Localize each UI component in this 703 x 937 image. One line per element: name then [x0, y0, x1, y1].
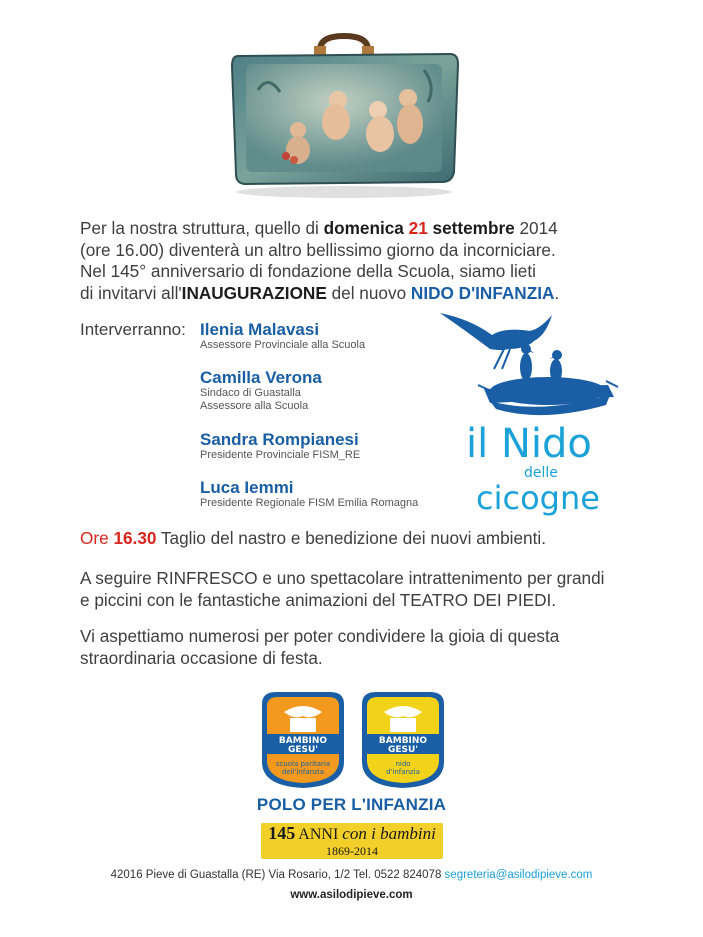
logo-text-il-nido: il Nido: [466, 421, 592, 467]
anniversary-number: 145: [268, 823, 296, 843]
badge-nido-infanzia: [362, 692, 444, 788]
polo-title: POLO PER L'INFANZIA: [256, 795, 447, 814]
speaker-role: Presidente Regionale FISM Emilia Romagna: [200, 497, 419, 509]
nursery-name: NIDO D'INFANZIA: [410, 282, 555, 303]
footer-contacts: [0, 869, 703, 881]
anniversary-banner: 145 ANNI con i bambini 1869-2014: [261, 823, 443, 859]
speaker-2: [200, 368, 322, 413]
speaker-name: Sandra Rompianesi: [200, 430, 359, 449]
ribbon-cutting-line: Ore 16.30 Taglio del nastro e benedizione dei nuovi ambienti.: [80, 528, 546, 548]
inauguration-word: INAUGURAZIONE: [181, 282, 327, 303]
svg-text:scuola paritaria: scuola paritaria: [275, 760, 331, 768]
flying-stork-icon: [440, 313, 552, 369]
intro-line-3: Nel 145° anniversario di fondazione della Scuola, siamo lieti: [80, 261, 536, 281]
anniversary-tagline: con i bambini: [342, 824, 436, 843]
bambino-gesu-badges: [258, 690, 448, 790]
closing-paragraph: Vi aspettiamo numerosi per poter condividere la gioia di questa straordinaria occasione di festa.: [80, 626, 560, 668]
speakers-label: Interverranno:: [80, 320, 186, 339]
svg-text:GESU': GESU': [287, 745, 319, 755]
speaker-1: [200, 320, 365, 352]
speaker-role-2: Assessore alla Scuola: [200, 400, 309, 412]
speaker-role: Sindaco di Guastalla: [200, 387, 301, 399]
svg-text:d'infanzia: d'infanzia: [386, 768, 420, 776]
nido-cicogne-logo: [430, 305, 620, 520]
logo-text-cicogne: cicogne: [476, 479, 600, 517]
footer-address: 42016 Pieve di Guastalla (RE) Via Rosario, 1/2 Tel. 0522 824078: [110, 869, 445, 881]
book-icon: [290, 718, 316, 732]
logo-text-delle: delle: [524, 465, 558, 481]
nest-icon: [478, 377, 618, 415]
speaker-name: Ilenia Malavasi: [200, 320, 320, 339]
speaker-name: Luca Iemmi: [200, 478, 294, 497]
svg-text:BAMBINO: BAMBINO: [378, 736, 428, 746]
intro-line-1: Per la nostra struttura, quello di domenica 21 settembre 2014: [80, 218, 558, 238]
ribbon-time: 16.30: [113, 528, 157, 548]
suitcase-image: [228, 30, 460, 202]
day-of-week: domenica: [323, 218, 404, 238]
badge-scuola-paritaria: [262, 692, 344, 788]
speaker-role: Presidente Provinciale FISM_RE: [200, 449, 361, 461]
svg-text:dell'infanzia: dell'infanzia: [281, 768, 325, 776]
svg-text:GESU': GESU': [387, 745, 419, 755]
month: settembre: [432, 218, 515, 238]
anniversary-years: 1869-2014: [326, 844, 378, 858]
refreshment-paragraph: A seguire RINFRESCO e uno spettacolare intrattenimento per grandi e piccini con le fantastiche animazioni del TEATRO DEI PIEDI.: [80, 568, 605, 610]
speaker-role: Assessore Provinciale alla Scuola: [200, 339, 366, 351]
intro-line-4: di invitarvi all'INAUGURAZIONE del nuovo NIDO D'INFANZIA.: [80, 282, 560, 303]
day-number: 21: [408, 218, 428, 238]
speaker-name: Camilla Verona: [200, 368, 322, 387]
book-icon: [390, 718, 416, 732]
svg-text:BAMBINO: BAMBINO: [278, 736, 328, 746]
speaker-3: [200, 430, 360, 462]
svg-text:nido: nido: [395, 760, 411, 768]
speaker-4: [200, 478, 418, 510]
intro-paragraph: [80, 218, 640, 304]
intro-line-2: (ore 16.00) diventerà un altro bellissimo giorno da incorniciare.: [80, 239, 556, 260]
email-link[interactable]: segreteria@asilodipieve.com: [444, 869, 593, 881]
website-link[interactable]: www.asilodipieve.com: [290, 889, 413, 901]
